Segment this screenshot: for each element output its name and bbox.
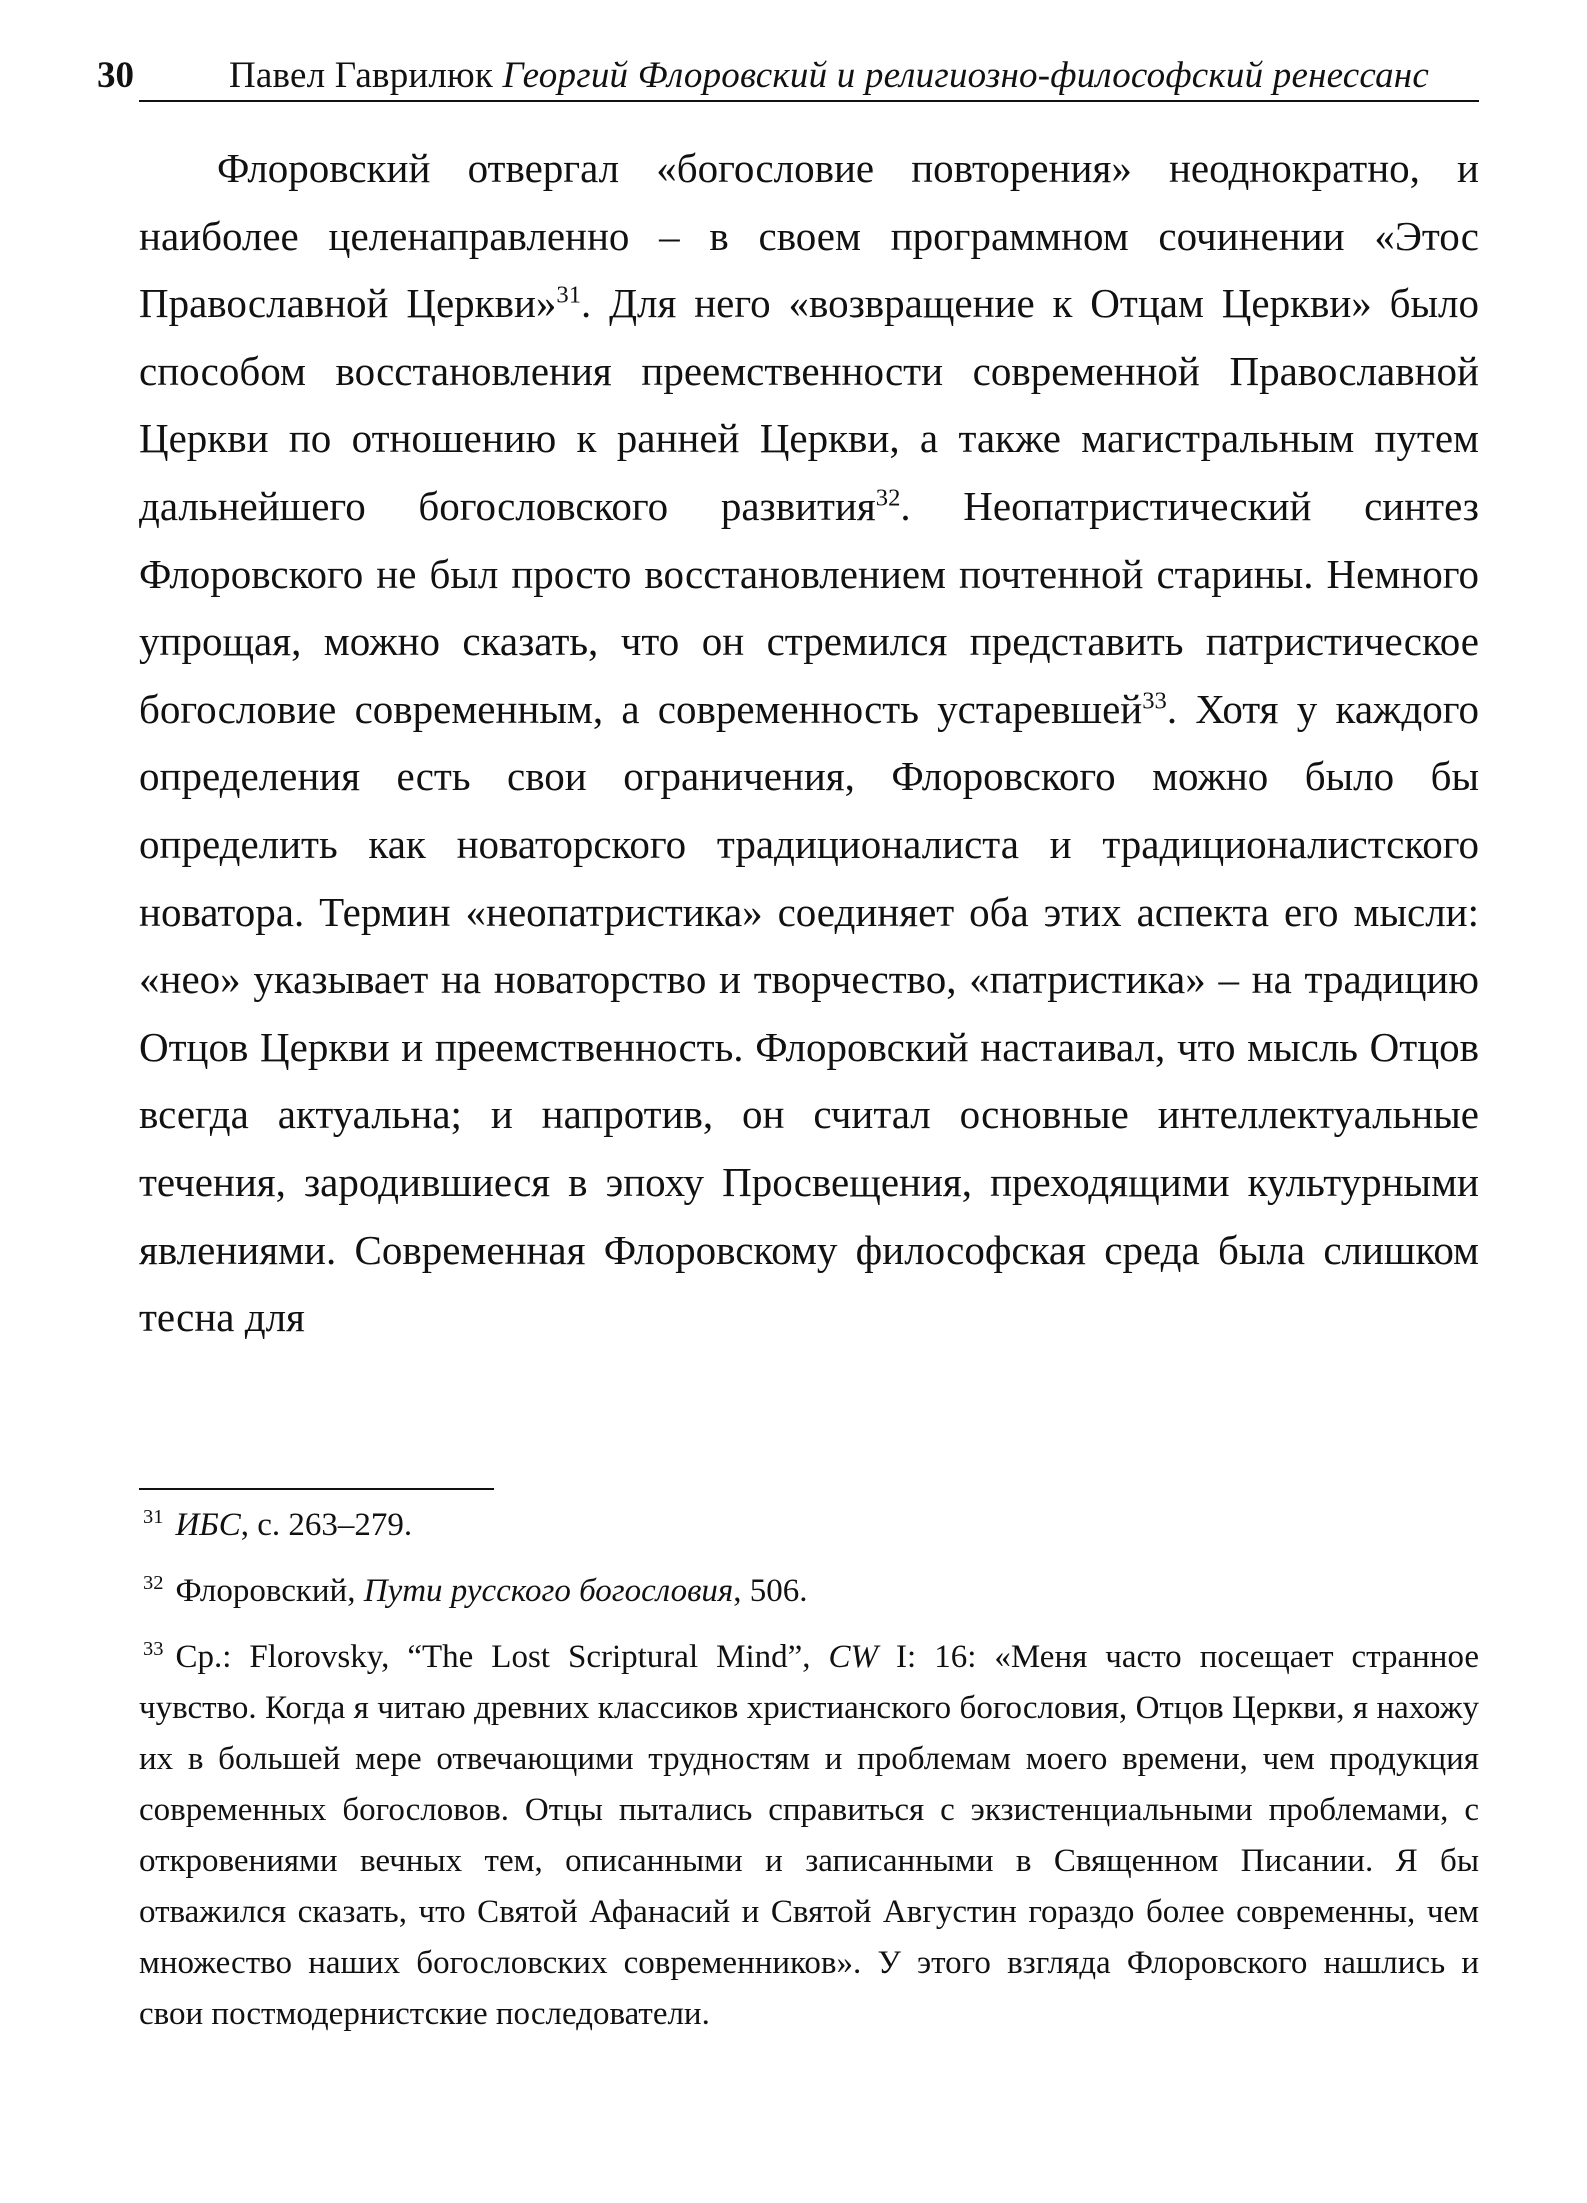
footnote-number: 33 <box>143 1638 164 1660</box>
footnote-text: , 506. <box>733 1573 808 1609</box>
paragraph-text-2: . Для него «возвращение к Отцам Церкви» было способом восстановления преемственности современной Православной Церкви по отношению к ранней Церкви, а также магистральным путем дальнейшего богословского развития <box>139 280 1480 529</box>
footnote-text: , с. 263–279. <box>240 1507 413 1543</box>
footnote-32 <box>139 1566 1479 1617</box>
page-number: 30 <box>97 55 134 96</box>
footnote-ref-33[interactable]: 33 <box>1142 687 1167 715</box>
footnote-italic: CW <box>828 1639 879 1675</box>
footnote-number: 32 <box>143 1572 164 1594</box>
footnote-divider <box>139 1488 494 1490</box>
paragraph-text-4: . Хотя у каждого определения есть свои ограничения, Флоровского можно было бы определить как новаторского традиционалиста и традиционалистского новатора. Термин «неопатристика» соединяет оба этих аспекта его мысли: «нео» указывает на новаторство и творчество, «патристика» – на традицию Отцов Церкви и преемственность. Флоровский настаивал, что мысль Отцов всегда актуальна; и напротив, он считал основные интеллектуальные течения, зародившиеся в эпоху Просвещения, преходящими культурными явлениями. Современная Флоровскому философская среда была слишком тесна для <box>139 685 1480 1341</box>
footnote-number: 31 <box>143 1506 164 1528</box>
footnote-ref-31[interactable]: 31 <box>556 281 581 309</box>
running-header <box>97 52 1479 102</box>
header-book-title: Георгий Флоровский и религиозно-философский ренессанс <box>502 55 1429 96</box>
footnote-lead: Флоровский, <box>175 1573 364 1609</box>
paragraph-text-3: . Неопатристический синтез Флоровского не был просто восстановлением почтенной старины. Немного упрощая, можно сказать, что он стремился представить патристическое богословие современным, а современность устаревшей <box>139 482 1479 732</box>
footnote-text: I: 16: «Меня часто посещает странное чувство. Когда я читаю древних классиков христианского богословия, Отцов Церкви, я нахожу их в большей мере отвечающими трудностям и проблемам моего времени, чем продукция современных богословов. Отцы пытались справиться с экзистенциальными проблемами, с откровениями вечных тем, описанными и записанными в Священном Писании. Я бы отважился сказать, что Святой Афанасий и Святой Августин гораздо более современны, чем множество наших богословских современников». У этого взгляда Флоровского нашлись и свои постмодернистские последователи. <box>139 1639 1479 2032</box>
footnote-31 <box>139 1500 1479 1551</box>
footnote-33 <box>139 1632 1479 2040</box>
running-title <box>229 52 1429 100</box>
footnote-ref-32[interactable]: 32 <box>875 484 901 512</box>
paragraph-text-1: Флоровский отвергал «богословие повторения» неоднократно, и наиболее целенаправленно – в своем программном сочинении «Этос Православной Церкви» <box>139 145 1479 327</box>
main-paragraph <box>139 135 1479 1352</box>
footnote-italic: Пути русского богословия <box>363 1573 734 1609</box>
footnote-italic: ИБС <box>175 1507 241 1543</box>
footnote-lead: Ср.: Florovsky, “The Lost Scriptural Mind”, <box>175 1639 829 1675</box>
header-author: Павел Гаврилюк <box>229 55 494 96</box>
footnotes <box>139 1500 1479 2055</box>
